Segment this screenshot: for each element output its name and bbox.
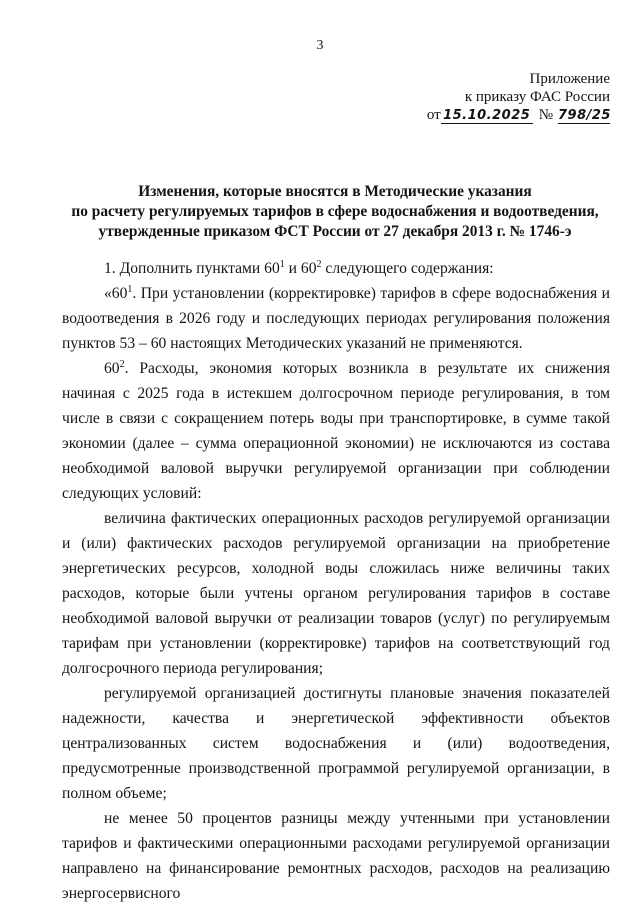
- item1-text-a: 1. Дополнить пунктами 60: [104, 260, 280, 277]
- p601-text: . При установлении (корректировке) тарифов в сфере водоснабжения и водоотведения в 2026 году и последующих периодах регулирования положения пунктов 53 – 60 настоящих Методических указаний не применяются.: [62, 285, 610, 352]
- item1-text-c: следующего содержания:: [321, 260, 494, 277]
- paragraph-item-1: [62, 256, 610, 281]
- paragraph-60-2: [62, 356, 610, 506]
- title-line-1: Изменения, которые вносятся в Методические указания: [138, 183, 532, 200]
- title-line-2: по расчету регулируемых тарифов в сфере водоснабжения и водоотведения,: [71, 203, 599, 220]
- from-label: от: [426, 107, 441, 123]
- paragraph-60-1: [62, 281, 610, 356]
- item1-sup-b: 2: [316, 258, 322, 270]
- item1-sup-a: 1: [279, 258, 285, 270]
- appendix-label: Приложение: [529, 71, 610, 87]
- p601-prefix: «60: [104, 285, 128, 302]
- p602-prefix: 60: [104, 360, 120, 377]
- document-title: [60, 182, 610, 242]
- handwritten-number: 798/25: [558, 108, 611, 123]
- title-line-3: утвержденные приказом ФСТ России от 27 декабря 2013 г. № 1746-э: [98, 223, 572, 240]
- p602-text: . Расходы, экономия которых возникла в результате их снижения начиная с 2025 года в истекшем долгосрочном периоде регулирования, в том числе в связи с сокращением потерь воды при транспортировке, в сумме такой экономии (далее – сумма операционной экономии) не исключаются из состава необходимой валовой выручки регулируемой организации при соблюдении следующих условий:: [62, 360, 610, 502]
- paragraph-condition-3: не менее 50 процентов разницы между учтенными при установлении тарифов и фактическими операционными расходами регулируемой организации направлено на финансирование ремонтных расходов, расходов на реализацию энергосервисного: [62, 810, 610, 902]
- handwritten-date: 15.10.2025: [443, 108, 531, 123]
- p602-sup: 2: [119, 358, 125, 370]
- number-sign: №: [538, 107, 553, 123]
- page-number: 3: [316, 38, 324, 53]
- appendix-order-ref: к приказу ФАС России: [464, 89, 610, 105]
- document-body: [62, 256, 610, 906]
- paragraph-condition-1: величина фактических операционных расходов регулируемой организации и (или) фактических расходов регулируемой организации на приобретение энергетических ресурсов, холодной воды сложилась ниже величины таких расходов, которые были учтены органом регулирования тарифов в составе необходимой валовой выручки от реализации товаров (услуг) по регулируемым тарифам при установлении (корректировке) тарифов на соответствующий год долгосрочного периода регулирования;: [62, 510, 610, 677]
- appendix-date-number: [420, 106, 610, 124]
- p601-sup: 1: [127, 283, 133, 295]
- appendix-header: [420, 70, 610, 124]
- item1-text-b: и 60: [284, 260, 317, 277]
- paragraph-condition-2: регулируемой организацией достигнуты плановые значения показателей надежности, качества и энергетической эффективности объектов централизованных систем водоснабжения и (или) водоотведения, предусмотренные производственной программой регулируемой организации, в полном объеме;: [62, 685, 610, 802]
